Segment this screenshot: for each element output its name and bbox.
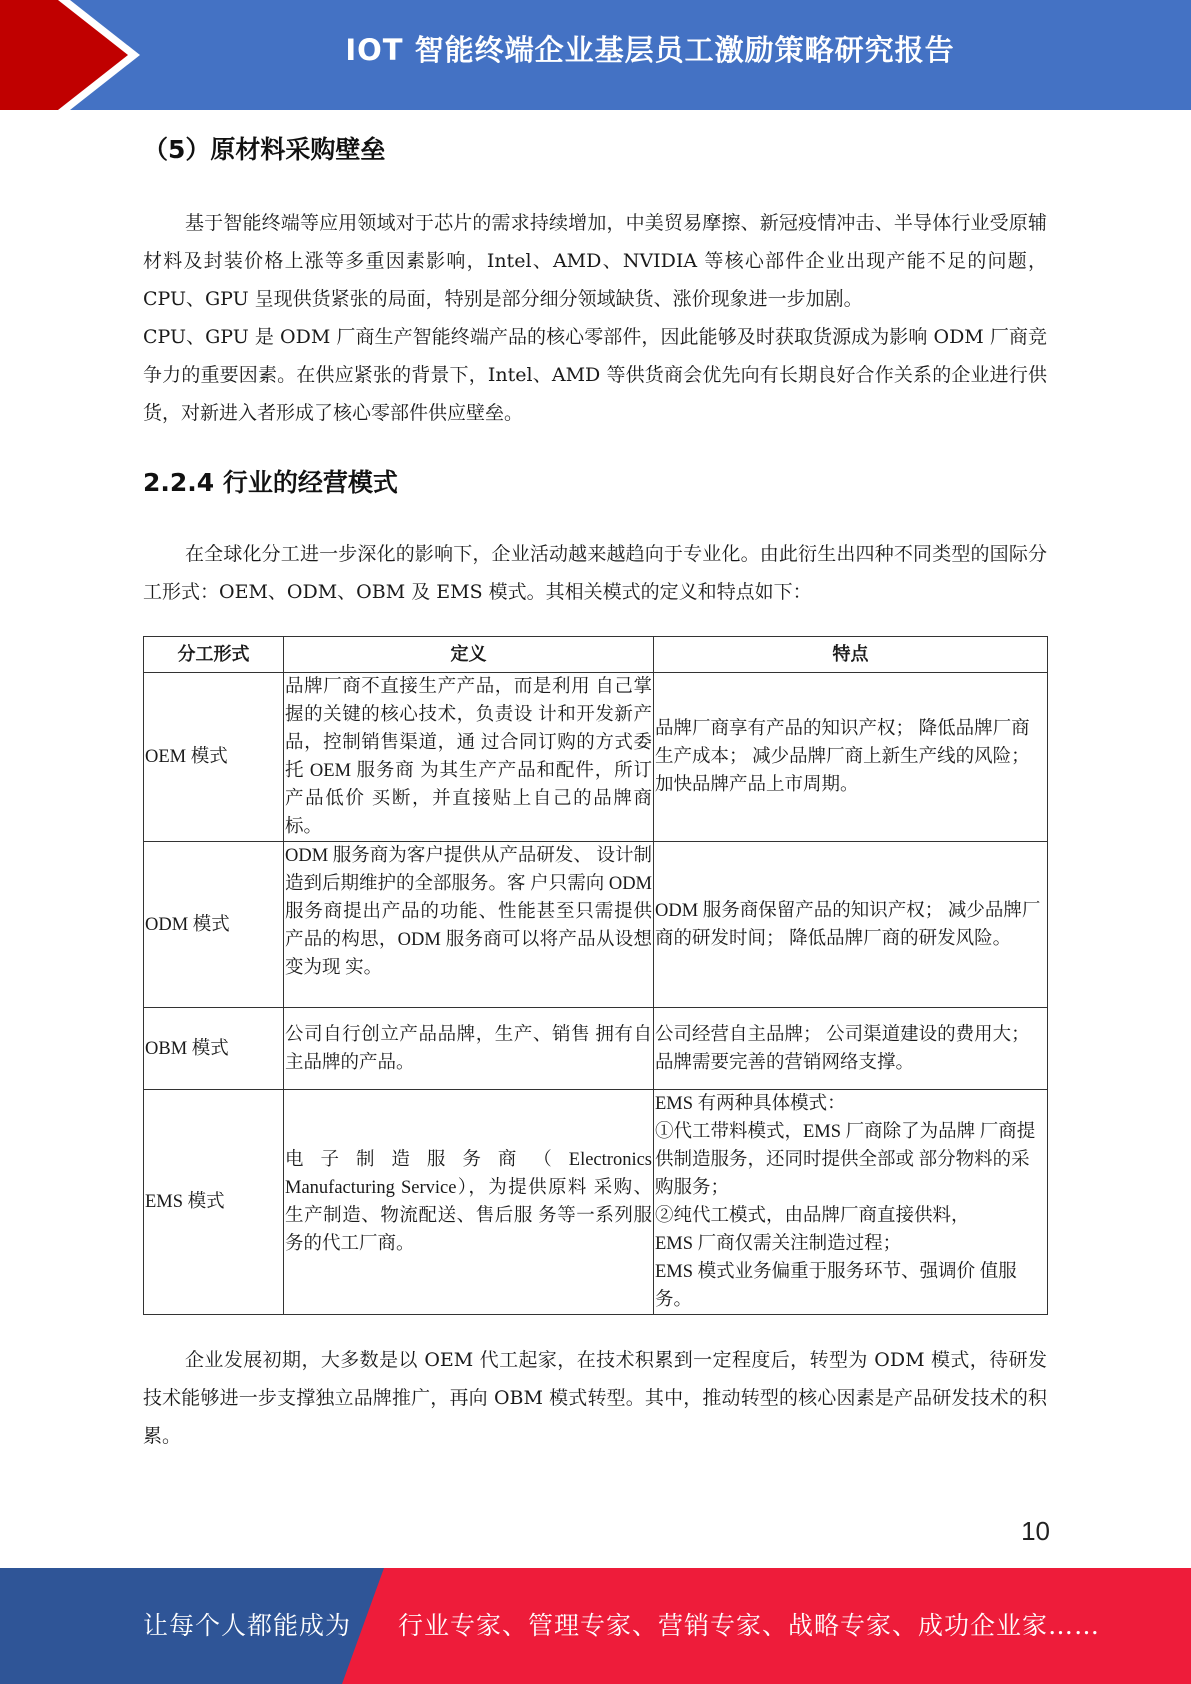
- column-header-features: 特点: [654, 637, 1048, 673]
- cell-features: [654, 842, 1048, 1008]
- paragraph-supply-barrier: CPU、GPU 是 ODM 厂商生产智能终端产品的核心零部件，因此能够及时获取货源成为影响 ODM 厂商竞争力的重要因素。在供应紧张的背景下，Intel、AMD 等供货商会优先向有长期良好合作关系的企业进行供货，对新进入者形成了核心零部件供应壁垒。: [143, 326, 1047, 424]
- cell-features: [654, 1008, 1048, 1090]
- header-arrow-decoration: [0, 0, 150, 110]
- column-header-form: 分工形式: [144, 637, 284, 673]
- page-footer: [0, 1568, 1191, 1684]
- section-heading: （5）原材料采购壁垒: [143, 135, 386, 164]
- feature-line: ②纯代工模式，由品牌厂商直接供料，: [655, 1206, 970, 1226]
- feature-line: ①代工带料模式，EMS 厂商除了为品牌 厂商提供制造服务，还同时提供全部或 部分物料的采购服务；: [655, 1122, 1036, 1198]
- cell-form: ODM 模式: [144, 842, 284, 1008]
- feature-line: EMS 模式业务偏重于服务环节、强调价 值服务。: [655, 1262, 1017, 1310]
- feature-line: 品牌厂商享有产品的知识产权； 降低品牌厂商生产成本； 减少品牌厂商上新生产线的风险； 加快品牌产品上市周期。: [655, 719, 1030, 795]
- feature-line: ODM 服务商保留产品的知识产权； 减少品牌厂商的研发时间； 降低品牌厂商的研发风险。: [655, 900, 1041, 949]
- cell-form: OBM 模式: [144, 1008, 284, 1090]
- cell-definition: 公司自行创立产品品牌，生产、销售 拥有自主品牌的产品。: [284, 1008, 654, 1090]
- section-body: [143, 204, 1047, 432]
- cell-features: [654, 673, 1048, 842]
- paragraph-transformation: 企业发展初期，大多数是以 OEM 代工起家，在技术积累到一定程度后，转型为 ODM 模式，待研发技术能够进一步支撑独立品牌推广，再向 OBM 模式转型。其中，推动转型的核心因素是产品研发技术的积累。: [143, 1349, 1047, 1447]
- table-row: [144, 1008, 1048, 1090]
- footer-slogan-right: 行业专家、管理专家、营销专家、战略专家、成功企业家……: [398, 1611, 1101, 1640]
- table-row: [144, 673, 1048, 842]
- cell-definition: ODM 服务商为客户提供从产品研发、 设计制造到后期维护的全部服务。客 户只需向 ODM 服务商提出产品的功能、性能甚至只需提供产品的构思，ODM 服务商可以将产品从设想变为现 实。: [284, 842, 654, 1008]
- paragraph-models-intro: 在全球化分工进一步深化的影响下，企业活动越来越趋向于专业化。由此衍生出四种不同类型的国际分工形式：OEM、ODM、OBM 及 EMS 模式。其相关模式的定义和特点如下：: [143, 543, 1047, 603]
- feature-line: 公司经营自主品牌； 公司渠道建设的费用大； 品牌需要完善的营销网络支撑。: [655, 1024, 1030, 1073]
- cell-features: [654, 1090, 1048, 1315]
- paragraph-supply-pressure: 基于智能终端等应用领域对于芯片的需求持续增加，中美贸易摩擦、新冠疫情冲击、半导体行业受原辅材料及封装价格上涨等多重因素影响，Intel、AMD、NVIDIA 等核心部件企业出现产能不足的问题，CPU、GPU 呈现供货紧张的局面，特别是部分细分领域缺货、涨价现象进一步加剧。: [143, 212, 1047, 310]
- feature-line: EMS 有两种具体模式：: [655, 1094, 846, 1114]
- table-header-row: [144, 637, 1048, 673]
- cell-definition: 品牌厂商不直接生产产品，而是利用 自己掌握的关键的核心技术，负责设 计和开发新产品，控制销售渠道，通 过合同订购的方式委托 OEM 服务商 为其生产产品和配件，所订产品低价 买断，并直接贴上自己的品牌商标。: [284, 673, 654, 842]
- page-header: [0, 0, 1191, 110]
- cell-form: OEM 模式: [144, 673, 284, 842]
- column-header-definition: 定义: [284, 637, 654, 673]
- cell-definition: 电 子 制 造 服 务 商 （ Electronics Manufacturing Service），为提供原料 采购、生产制造、物流配送、售后服 务等一系列服务的代工厂商。: [284, 1090, 654, 1315]
- table-row: [144, 1090, 1048, 1315]
- cell-form: EMS 模式: [144, 1090, 284, 1315]
- feature-line: EMS 厂商仅需关注制造过程；: [655, 1234, 902, 1254]
- report-title: IOT 智能终端企业基层员工激励策略研究报告: [345, 33, 955, 67]
- subsection-heading: 2.2.4 行业的经营模式: [143, 468, 398, 497]
- business-model-table: [143, 636, 1048, 1315]
- table-row: [144, 842, 1048, 1008]
- page-number: 10: [1021, 1516, 1050, 1546]
- footer-slogan-left: 让每个人都能成为: [143, 1611, 352, 1640]
- subsection-intro: [143, 535, 1047, 611]
- closing-body: [143, 1341, 1047, 1455]
